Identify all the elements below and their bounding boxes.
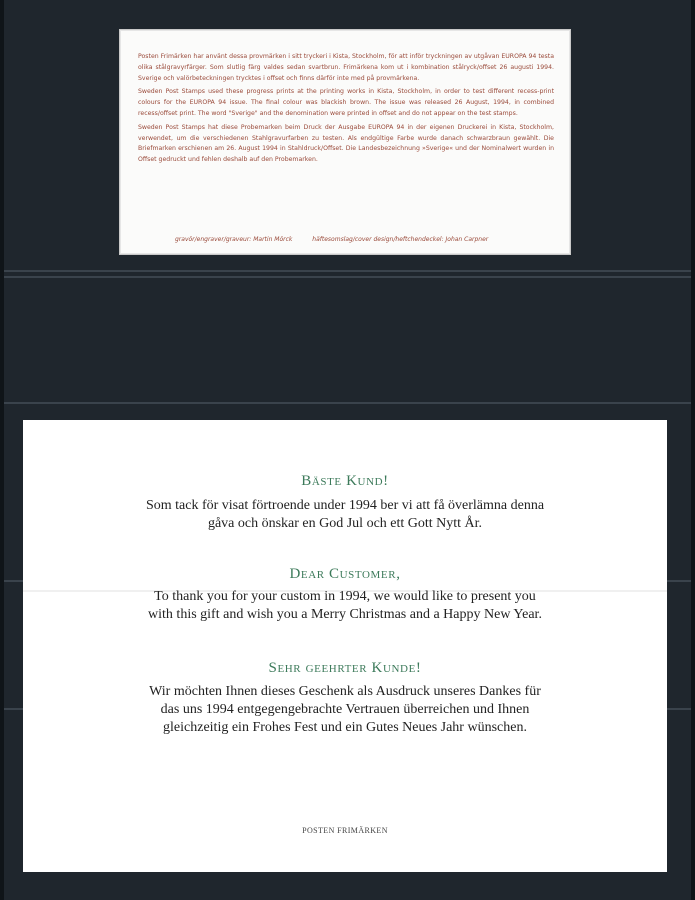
- swedish-heading: Bäste Kund!: [301, 473, 389, 489]
- album-strip-line: [0, 276, 695, 278]
- cover-design-credit: häftesomslag/cover design/heftchendeckel: Johan Carpner: [312, 236, 489, 243]
- german-body: [103, 683, 587, 737]
- info-german: Sweden Post Stamps hat diese Probemarken beim Druck der Ausgabe EUROPA 94 in der eigenen Druckerei in Kista, Stockholm, verwendet, um die verschiedenen Stahlgravurfarben zu testen. Als endgültige Farbe wurde danach schwarzbraun gewählt. Die Briefmarken erschienen am 26. August 1994 in Stahldruck/Offset. Die Landesbezeichnung »Sverige« und der Nominalwert wurden in Offset gedruckt und fehlen deshalb auf den Probemarken.: [138, 123, 554, 164]
- album-strip-line: [0, 402, 695, 404]
- swedish-body: [103, 497, 587, 533]
- frame-edge-left: [0, 0, 4, 900]
- english-line-2: with this gift and wish you a Merry Christmas and a Happy New Year.: [148, 607, 542, 622]
- english-body: [103, 588, 587, 624]
- german-heading: Sehr geehrter Kunde!: [268, 660, 422, 676]
- swedish-line-2: gåva och önskar en God Jul och ett Gott Nytt År.: [207, 516, 483, 531]
- info-swedish: Posten Frimärken har använt dessa provmärken i sitt tryckeri i Kista, Stockholm, för att inför tryckningen av utgåvan EUROPA 94 testa olika stålgravyrfärger. Som slutlig färg valdes sedan svartbrun. Frimärkena kom ut i kombination stålryck/offset 26 augusti 1994. Sverige och valörbeteckningen trycktes i offset och finns därför inte med på provmärkena.: [138, 53, 554, 82]
- album-strip-line: [0, 270, 695, 272]
- english-line-1: To thank you for your custom in 1994, we would like to present you: [154, 589, 536, 604]
- greeting-card: [23, 420, 667, 872]
- card-footer: POSTEN FRIMÄRKEN: [302, 826, 388, 835]
- english-heading: Dear Customer,: [289, 566, 401, 582]
- info-english: Sweden Post Stamps used these progress prints at the printing works in Kista, Stockholm, in order to test different recess-print colours for the EUROPA 94 issue. The final colour was blackish brown. The issue was released 26 August, 1994, in combined recess/offset print. The word "Sverige" and the denomination were printed in offset and do not appear on the test stamps.: [138, 88, 554, 117]
- info-credits: [175, 236, 555, 243]
- info-card: [119, 29, 571, 255]
- german-line-2: das uns 1994 entgegengebrachte Vertrauen überreichen und Ihnen: [160, 702, 530, 717]
- engraver-credit: gravör/engraver/graveur: Martin Mörck: [175, 236, 293, 243]
- swedish-line-1: Som tack för visat förtroende under 1994 ber vi att få överlämna denna: [145, 498, 545, 513]
- frame-edge-right: [691, 0, 695, 900]
- info-card-text: [138, 52, 554, 169]
- german-line-1: Wir möchten Ihnen dieses Geschenk als Ausdruck unseres Dankes für: [149, 684, 541, 699]
- german-line-3: gleichzeitig ein Frohes Fest und ein Gutes Neues Jahr wünschen.: [163, 720, 527, 735]
